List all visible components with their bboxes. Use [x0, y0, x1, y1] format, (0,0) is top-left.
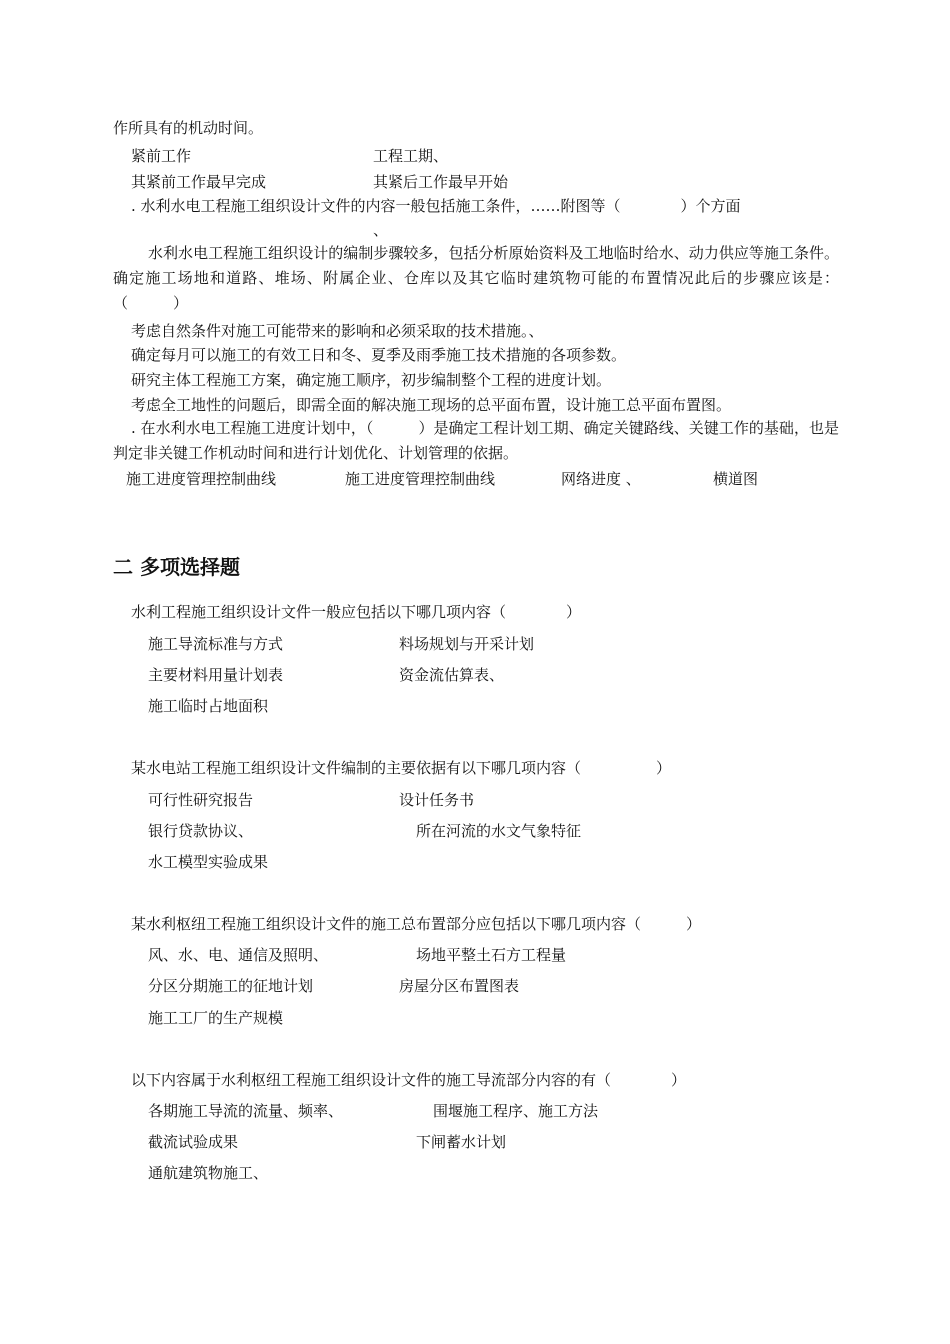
option-a: 紧前工作 [131, 147, 192, 165]
option-d: 资金流估算表、 [399, 666, 505, 684]
option-b: 料场规划与开采计划 [399, 635, 535, 653]
option-a: 施工进度管理控制曲线 [126, 470, 277, 488]
text-line: 、 [373, 221, 389, 239]
section-title: 二 多项选择题 [113, 555, 240, 579]
option-c: 其紧前工作最早完成 [131, 173, 267, 191]
option-d: 下闸蓄水计划 [416, 1133, 507, 1151]
option-c: 分区分期施工的征地计划 [148, 977, 314, 995]
option-b: 确定每月可以施工的有效工日和冬、夏季及雨季施工技术措施的各项参数。 [131, 346, 627, 364]
option-e: 水工模型实验成果 [148, 853, 269, 871]
option-c: 主要材料用量计划表 [148, 666, 284, 684]
option-a: 各期施工导流的流量、频率、 [148, 1102, 344, 1120]
option-b: 施工进度管理控制曲线 [345, 470, 496, 488]
option-e: 施工工厂的生产规模 [148, 1009, 284, 1027]
question-stem: . 在水利水电工程施工进度计划中，（ ）是确定工程计划工期、确定关键路线、关键工作的基础，也是判定非关键工作机动时间和进行计划优化、计划管理的依据。 [113, 419, 839, 462]
option-c: 研究主体工程施工方案，确定施工顺序，初步编制整个工程的进度计划。 [131, 371, 612, 389]
question-stem: 某水电站工程施工组织设计文件编制的主要依据有以下哪几项内容（ ） [131, 759, 672, 777]
option-a: 施工导流标准与方式 [148, 635, 284, 653]
question-stem: 以下内容属于水利枢纽工程施工组织设计文件的施工导流部分内容的有（ ） [131, 1071, 687, 1089]
option-c: 截流试验成果 [148, 1133, 239, 1151]
option-b: 围堰施工程序、施工方法 [433, 1102, 599, 1120]
option-a: 考虑自然条件对施工可能带来的影响和必须采取的技术措施。、 [131, 322, 544, 340]
option-d: 所在河流的水文气象特征 [416, 822, 582, 840]
option-c: 网络进度 、 [561, 470, 641, 488]
option-d: 横道图 [713, 470, 759, 488]
option-d: 房屋分区布置图表 [399, 977, 520, 995]
text-line: 作所具有的机动时间。 [113, 119, 264, 137]
option-b: 工程工期、 [373, 147, 449, 165]
option-b: 设计任务书 [399, 791, 475, 809]
option-e: 施工临时占地面积 [148, 697, 269, 715]
option-d: 其紧后工作最早开始 [373, 173, 509, 191]
question-stem: 某水利枢纽工程施工组织设计文件的施工总布置部分应包括以下哪几项内容（ ） [131, 915, 702, 933]
option-a: 可行性研究报告 [148, 791, 254, 809]
question-stem: . 水利水电工程施工组织设计文件的内容一般包括施工条件，……附图等（ ）个方面 [131, 197, 741, 215]
option-c: 银行贷款协议、 [148, 822, 254, 840]
option-a: 风、水、电、通信及照明、 [148, 946, 329, 964]
question-stem: 水利水电工程施工组织设计的编制步骤较多，包括分析原始资料及工地临时给水、动力供应等施工条件。确定施工场地和道路、堆场、附属企业、仓库以及其它临时建筑物可能的布置情况此后的步骤应该是：（ ） [113, 244, 839, 312]
option-d: 考虑全工地性的问题后，即需全面的解决施工现场的总平面布置，设计施工总平面布置图。 [131, 396, 732, 414]
question-stem: 水利工程施工组织设计文件一般应包括以下哪几项内容（ ） [131, 603, 582, 621]
option-b: 场地平整土石方工程量 [416, 946, 567, 964]
option-e: 通航建筑物施工、 [148, 1164, 269, 1182]
